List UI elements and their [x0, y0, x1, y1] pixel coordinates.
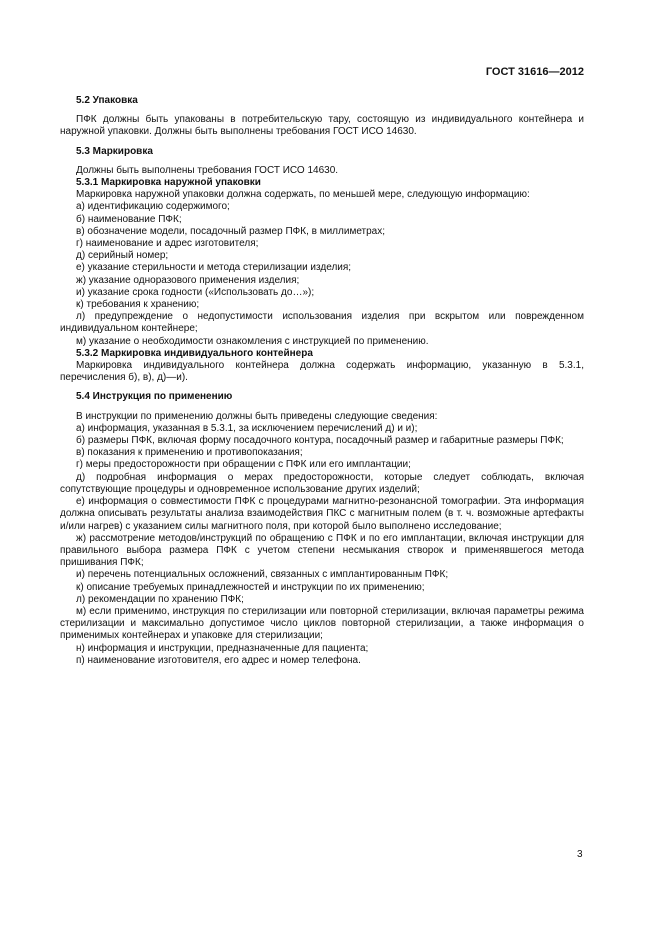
paragraph: Должны быть выполнены требования ГОСТ ИСО 14630.	[76, 164, 339, 176]
list-item: в) обозначение модели, посадочный размер ПФК, в миллиметрах;	[76, 225, 386, 237]
list-item: д) серийный номер;	[76, 250, 169, 262]
page-number: 3	[577, 849, 583, 860]
list-item: а) информация, указанная в 5.3.1, за исключением перечислений д) и и);	[76, 422, 418, 434]
paragraph: В инструкции по применению должны быть приведены следующие сведения:	[76, 410, 438, 422]
list-item: к) требования к хранению;	[76, 299, 200, 311]
subsection-heading: 5.3.1 Маркировка наружной упаковки	[76, 177, 261, 189]
section-heading: 5.3 Маркировка	[76, 145, 153, 157]
section-heading: 5.2 Упаковка	[76, 95, 138, 106]
list-item: п) наименование изготовителя, его адрес и номер телефона.	[76, 654, 361, 666]
paragraph: Маркировка наружной упаковки должна содержать, по меньшей мере, следующую информацию:	[76, 189, 530, 201]
paragraph: ПФК должны быть упакованы в потребительскую тару, состоящую из индивидуального контейнера и наружной упаковки. Должны быть выполнены требования ГОСТ ИСО 14630.	[60, 114, 584, 138]
subsection-heading: 5.3.2 Маркировка индивидуального контейнера	[76, 347, 313, 359]
list-item: л) рекомендации по хранению ПФК;	[76, 593, 244, 605]
document-id-header: ГОСТ 31616—2012	[485, 66, 584, 78]
list-item: ж) рассмотрение методов/инструкций по обращению с ПФК и по его имплантации, включая инструкции для правильного выбора размера ПФК с учетом степени несмыкания створок и применявшегося метода пришивания ПФК;	[60, 532, 584, 569]
list-item: м) указание о необходимости ознакомления с инструкцией по применению.	[76, 335, 429, 347]
list-item: ж) указание одноразового применения изделия;	[76, 274, 300, 286]
list-item: и) указание срока годности («Использовать до…»);	[76, 286, 315, 298]
list-item: д) подробная информация о мерах предосторожности, которые следует соблюдать, включая сопутствующие процедуры и одновременное использование других изделий;	[60, 471, 584, 495]
list-item: г) наименование и адрес изготовителя;	[76, 238, 259, 250]
list-item: м) если применимо, инструкция по стерилизации или повторной стерилизации, включая параметры режима стерилизации и максимально допустимое число циклов повторной стерилизации, а также информация о применимых контейнерах и упаковке для стерилизации;	[60, 605, 584, 642]
list-item: и) перечень потенциальных осложнений, связанных с имплантированным ПФК;	[76, 569, 449, 581]
list-item: б) размеры ПФК, включая форму посадочного контура, посадочный размер и габаритные размеры ПФК;	[76, 435, 564, 447]
list-item: г) меры предосторожности при обращении с ПФК или его имплантации;	[76, 459, 411, 471]
list-item: н) информация и инструкции, предназначенные для пациента;	[76, 642, 369, 654]
paragraph: Маркировка индивидуального контейнера должна содержать информацию, указанную в 5.3.1, перечисления б), в), д)—и).	[60, 360, 584, 384]
list-item: б) наименование ПФК;	[76, 213, 182, 225]
list-item: к) описание требуемых принадлежностей и инструкции по их применению;	[76, 581, 425, 593]
document-body	[60, 95, 584, 667]
list-item: е) информация о совместимости ПФК с процедурами магнитно-резонансной томографии. Эта информация должна описывать результаты анализа взаимодействия ПКС с магнитным полем (в т. ч. возможные артефакты и/или нагрев) с указанием силы магнитного поля, при которой было выполнено исследование;	[60, 496, 584, 532]
section-heading: 5.4 Инструкция по применению	[76, 391, 233, 403]
list-item: е) указание стерильности и метода стерилизации изделия;	[76, 262, 352, 274]
list-item: л) предупреждение о недопустимости использования изделия при вскрытом или поврежденном индивидуальном контейнере;	[60, 311, 584, 335]
list-item: в) показания к применению и противопоказания;	[76, 447, 303, 459]
list-item: а) идентификацию содержимого;	[76, 201, 230, 213]
